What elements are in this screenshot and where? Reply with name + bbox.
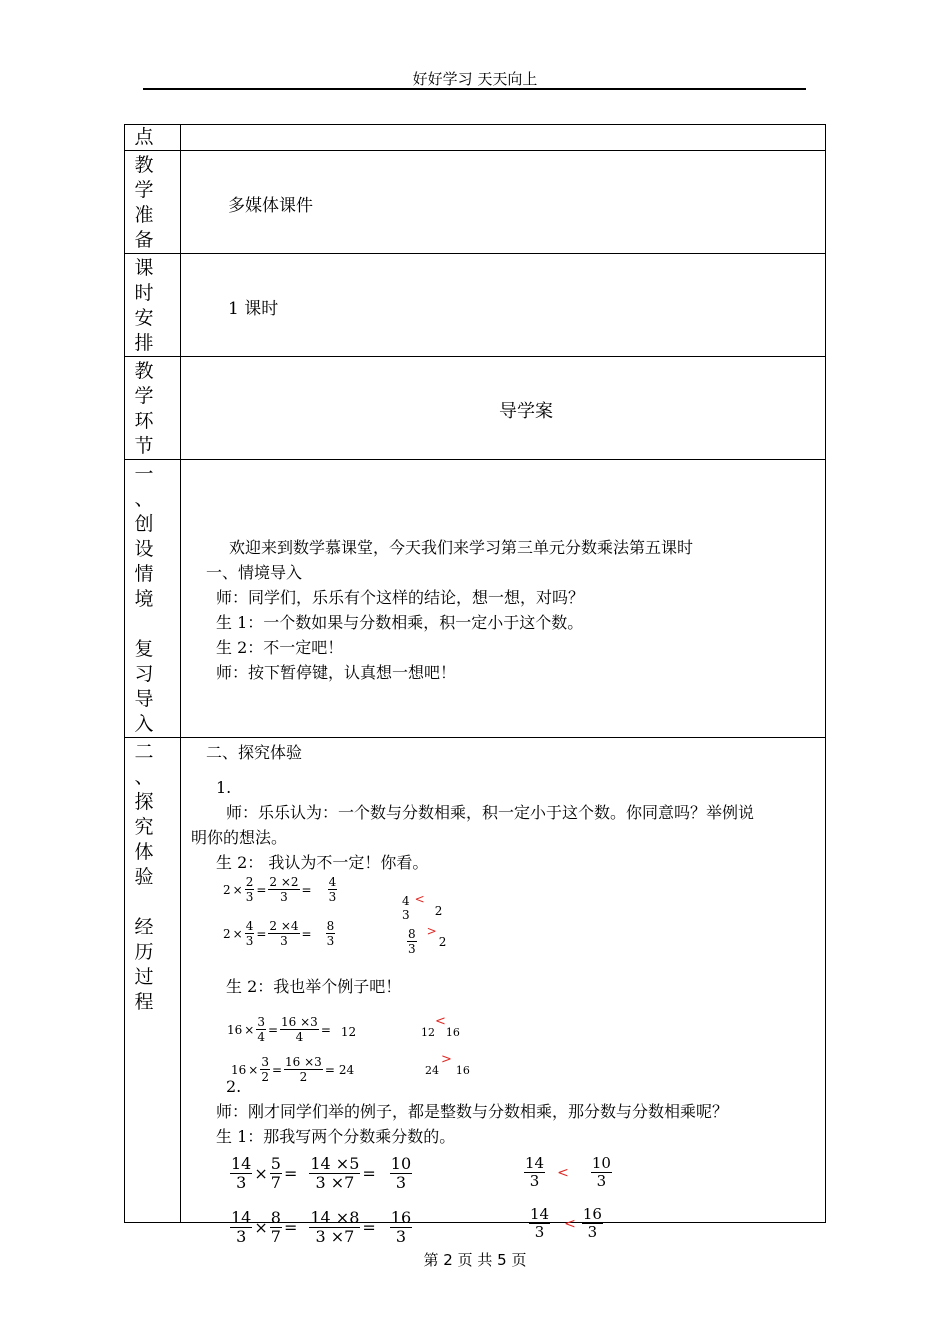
compare-sign: < [564, 1215, 576, 1232]
intro-line: 生 1：一个数如果与分数相乘，积一定小于这个数。 [216, 613, 584, 632]
eq-term: 16 [231, 1062, 247, 1077]
eq-operator: × [244, 1022, 255, 1037]
label-char: 安 [134, 307, 154, 329]
eq-term: 16 [227, 1022, 243, 1037]
intro-welcome: 欢迎来到数学慕课堂，今天我们来学习第三单元分数乘法第五课时 [229, 538, 694, 557]
numerator: 16 ×3 [281, 1015, 318, 1029]
eq-operator: = [283, 1218, 298, 1237]
numerator: 10 [591, 1154, 611, 1172]
fraction [309, 1156, 360, 1191]
item-number: 2. [226, 1077, 242, 1096]
denominator: 3 [529, 1172, 540, 1190]
comparison-4 [425, 1050, 470, 1077]
fraction [529, 1207, 550, 1240]
equation-5 [230, 1156, 412, 1191]
intro-line: 生 2：不一定吧！ [216, 638, 344, 657]
preparation-text: 多媒体课件 [228, 196, 313, 216]
row-label-intro [125, 460, 181, 738]
label-char: 备 [134, 229, 154, 251]
compare-value: 16 [455, 1064, 470, 1077]
label-char: 教 [134, 360, 154, 382]
header-rule [143, 88, 806, 90]
student-answer: 生 1：那我写两个分数乘分数的。 [216, 1127, 456, 1146]
compare-sign: > [441, 1052, 452, 1067]
equation-6 [230, 1210, 412, 1245]
label-char: 究 [134, 816, 154, 838]
row-label-section [125, 357, 181, 460]
denominator: 3 [596, 1172, 607, 1190]
eq-operator: = [271, 1062, 283, 1077]
eq-operator: = [267, 1022, 279, 1037]
eq-operator: × [232, 882, 243, 897]
item-number: 1. [216, 778, 232, 797]
label-char: 历 [134, 941, 154, 963]
eq-operator: = [256, 926, 267, 941]
label-spacer [125, 612, 163, 637]
fraction [245, 876, 255, 903]
numerator: 5 [270, 1154, 281, 1173]
fraction [390, 1156, 412, 1191]
denominator: 3 [236, 1173, 247, 1192]
comparison-5 [524, 1156, 612, 1189]
eq-result: 12 [340, 1024, 357, 1039]
label-char: 境 [134, 588, 154, 610]
label-char: 程 [134, 991, 154, 1013]
denominator: 3 [534, 1223, 545, 1241]
numerator: 4 [245, 919, 254, 933]
fraction [245, 920, 255, 947]
student-answer: 生 2：我也举个例子吧！ [226, 977, 402, 996]
label-char: 导 [134, 688, 154, 710]
explore-heading: 二、探究体验 [206, 743, 303, 762]
row-label-point [125, 125, 181, 151]
eq-operator: × [232, 926, 243, 941]
row-label-schedule [125, 254, 181, 357]
numerator: 10 [390, 1154, 412, 1173]
fraction [280, 1016, 319, 1043]
eq-operator: = [320, 1022, 331, 1037]
fraction [591, 1156, 612, 1189]
student-answer: 生 2： 我认为不一定！你看。 [216, 853, 429, 872]
row-content-empty [181, 125, 826, 151]
compare-value: 16 [445, 1026, 460, 1039]
equation-2 [223, 920, 335, 947]
table-row [125, 125, 826, 151]
fraction [256, 1016, 266, 1043]
label-char: 、 [134, 488, 154, 510]
numerator: 14 [231, 1208, 252, 1227]
page-footer: 第 2 页 共 5 页 [423, 1251, 527, 1269]
label-char: 排 [134, 332, 154, 354]
compare-value: 12 [421, 1026, 435, 1039]
denominator: 2 [261, 1070, 269, 1084]
eq-result: 24 [338, 1062, 355, 1077]
numerator: 8 [408, 927, 416, 941]
numerator: 3 [257, 1015, 265, 1029]
numerator: 16 [582, 1205, 602, 1223]
fraction [270, 1210, 282, 1245]
numerator: 14 [530, 1205, 550, 1223]
label-char: 经 [134, 916, 154, 938]
numerator: 3 [261, 1055, 269, 1069]
page-header: 好好学习 天天向上 [412, 70, 538, 88]
compare-value: 24 [425, 1064, 439, 1077]
denominator: 3 ×7 [315, 1227, 355, 1246]
intro-line: 师：按下暂停键，认真想一想吧！ [216, 663, 457, 682]
teacher-question: 师：刚才同学们举的例子，都是整数与分数相乘，那分数与分数相乘呢？ [216, 1102, 729, 1121]
denominator: 3 ×7 [315, 1173, 355, 1192]
label-char: 一 [134, 463, 154, 485]
denominator: 3 [395, 1173, 407, 1192]
comparison-2 [407, 916, 446, 955]
fraction [230, 1156, 252, 1191]
comparison-3 [421, 1010, 460, 1039]
label-char: 验 [134, 866, 154, 888]
comparison-6 [529, 1207, 603, 1240]
denominator: 3 [326, 934, 335, 948]
eq-term: 2 [223, 926, 231, 941]
denominator: 3 [280, 934, 288, 948]
compare-sign: < [435, 1014, 446, 1029]
row-content-guide [181, 357, 826, 460]
denominator: 3 [328, 890, 337, 904]
table-row [125, 357, 826, 460]
numerator: 16 [390, 1208, 412, 1227]
denominator: 3 [245, 934, 254, 948]
fraction [326, 920, 336, 947]
row-content-intro [181, 460, 826, 738]
guide-title: 导学案 [499, 401, 553, 422]
fraction [390, 1210, 412, 1245]
numerator: 4 [402, 894, 410, 908]
label-char: 创 [134, 513, 154, 535]
label-char: 探 [134, 791, 154, 813]
label-char: 习 [134, 663, 154, 685]
numerator: 14 ×8 [310, 1208, 360, 1227]
denominator: 7 [270, 1227, 281, 1246]
label-char: 二 [134, 741, 154, 763]
denominator: 4 [257, 1030, 265, 1044]
label-char: 复 [134, 638, 154, 660]
row-label-text: 点 [134, 126, 154, 148]
fraction [284, 1056, 323, 1083]
denominator: 3 [402, 908, 410, 922]
compare-sign: < [414, 892, 425, 906]
row-label-explore [125, 738, 181, 1223]
fraction [309, 1210, 360, 1245]
fraction [524, 1156, 545, 1189]
row-content-schedule [181, 254, 826, 357]
eq-operator: = [324, 1062, 335, 1077]
fraction [270, 1156, 282, 1191]
fraction [582, 1207, 603, 1240]
label-char: 学 [134, 385, 154, 407]
numerator: 14 ×5 [310, 1154, 360, 1173]
compare-sign: > [426, 923, 437, 938]
compare-value: 2 [434, 904, 443, 918]
schedule-text: 1 课时 [228, 299, 279, 319]
denominator: 4 [295, 1030, 304, 1044]
label-char: 体 [134, 841, 154, 863]
eq-term: 2 [223, 882, 231, 897]
label-char: 节 [134, 435, 154, 457]
label-char: 时 [134, 282, 154, 304]
table-row [125, 254, 826, 357]
label-char: 情 [134, 563, 154, 585]
table-row [125, 738, 826, 1223]
label-char: 环 [134, 410, 154, 432]
eq-operator: × [254, 1164, 268, 1183]
fraction [268, 876, 299, 903]
equation-1 [223, 876, 337, 903]
denominator: 2 [299, 1070, 308, 1084]
denominator: 3 [587, 1223, 598, 1241]
denominator: 3 [395, 1227, 407, 1246]
fraction [407, 928, 417, 955]
table-row [125, 460, 826, 738]
label-char: 设 [134, 538, 154, 560]
denominator: 3 [245, 890, 254, 904]
compare-value: 2 [438, 934, 447, 949]
row-label-preparation [125, 151, 181, 254]
equation-4 [231, 1056, 354, 1083]
fraction [230, 1210, 252, 1245]
label-char: 、 [134, 766, 154, 788]
fraction [268, 920, 299, 947]
teacher-question-cont: 明你的想法。 [191, 828, 288, 847]
eq-operator: × [248, 1062, 259, 1077]
intro-heading: 一、情境导入 [206, 563, 303, 582]
numerator: 16 ×3 [285, 1055, 322, 1069]
eq-operator: = [362, 1218, 376, 1237]
fraction [260, 1056, 270, 1083]
denominator: 7 [270, 1173, 281, 1192]
eq-operator: = [283, 1164, 298, 1183]
eq-operator: × [254, 1218, 268, 1237]
numerator: 8 [326, 919, 335, 933]
eq-operator: = [256, 882, 267, 897]
denominator: 3 [408, 942, 416, 956]
fraction [328, 876, 338, 903]
label-char: 教 [134, 154, 154, 176]
label-char: 准 [134, 204, 154, 226]
label-char: 学 [134, 179, 154, 201]
numerator: 14 [525, 1154, 545, 1172]
label-char: 入 [134, 713, 154, 735]
eq-operator: = [362, 1164, 376, 1183]
numerator: 2 [245, 875, 254, 889]
eq-operator: = [301, 926, 312, 941]
numerator: 4 [328, 875, 337, 889]
numerator: 14 [231, 1154, 252, 1173]
teacher-question: 师：乐乐认为：一个数与分数相乘，积一定小于这个数。你同意吗？举例说 [226, 803, 755, 822]
numerator: 8 [270, 1208, 281, 1227]
intro-line: 师：同学们，乐乐有个这样的结论，想一想，对吗？ [216, 588, 585, 607]
eq-operator: = [301, 882, 312, 897]
numerator: 2 ×2 [269, 875, 299, 889]
table-row [125, 151, 826, 254]
compare-sign: < [557, 1164, 569, 1181]
row-content-preparation [181, 151, 826, 254]
label-spacer [125, 890, 163, 915]
denominator: 3 [236, 1227, 247, 1246]
denominator: 3 [280, 890, 288, 904]
numerator: 2 ×4 [269, 919, 299, 933]
label-char: 课 [134, 257, 154, 279]
equation-3 [227, 1016, 356, 1043]
label-char: 过 [134, 966, 154, 988]
